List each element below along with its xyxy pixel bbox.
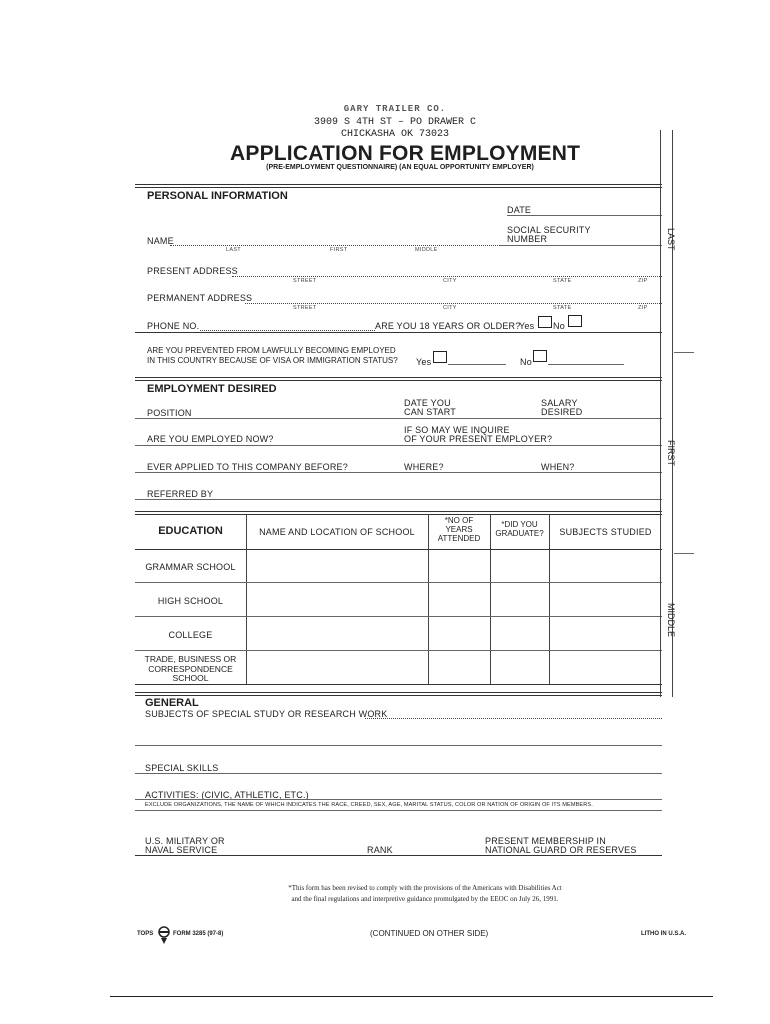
date-label: DATE <box>507 205 532 215</box>
ssn-field[interactable] <box>500 245 662 246</box>
date-start-label-line1: DATE YOU <box>404 398 451 408</box>
permanent-zip-caption: ZIP <box>638 305 648 311</box>
present-zip-caption: ZIP <box>638 278 648 284</box>
company-address-line1: 3909 S 4TH ST – PO DRAWER C <box>313 117 477 128</box>
activities-field[interactable] <box>135 799 662 800</box>
where-label: WHERE? <box>404 462 444 472</box>
special-skills-field[interactable] <box>135 773 662 774</box>
form-title: APPLICATION FOR EMPLOYMENT <box>230 142 581 165</box>
margin-last-label: LAST <box>666 228 676 251</box>
present-state-caption: STATE <box>553 278 572 284</box>
name-label: NAME <box>147 236 174 246</box>
salary-label-line2: DESIRED <box>541 407 583 417</box>
rank-label: RANK <box>367 845 393 855</box>
name-field[interactable] <box>170 245 500 246</box>
name-middle-caption: MIDDLE <box>415 247 438 253</box>
name-first-caption: FIRST <box>330 247 348 253</box>
company-name: GARY TRAILER CO. <box>343 104 447 114</box>
military-label-line2: NAVAL SERVICE <box>145 845 218 855</box>
education-row-trade: TRADE, BUSINESS OR CORRESPONDENCE SCHOOL <box>144 654 237 683</box>
salary-label-line1: SALARY <box>541 398 578 408</box>
education-row-college: COLLEGE <box>168 630 213 640</box>
applied-before-field[interactable] <box>135 472 662 473</box>
inquire-label-line1: IF SO MAY WE INQUIRE <box>404 425 510 435</box>
applied-before-label: EVER APPLIED TO THIS COMPANY BEFORE? <box>147 462 348 472</box>
form-number: FORM 3285 (97-8) <box>173 931 224 937</box>
name-last-caption: LAST <box>226 247 241 253</box>
employed-now-label: ARE YOU EMPLOYED NOW? <box>147 434 274 444</box>
education-header: EDUCATION <box>158 525 223 537</box>
military-label-line1: U.S. MILITARY OR <box>145 836 225 846</box>
guard-label-line1: PRESENT MEMBERSHIP IN <box>485 836 606 846</box>
permanent-state-caption: STATE <box>553 305 572 311</box>
permanent-city-caption: CITY <box>443 305 457 311</box>
position-field[interactable] <box>135 418 662 419</box>
phone-field[interactable] <box>200 330 375 331</box>
continued-note: (CONTINUED ON OTHER SIDE) <box>370 929 489 938</box>
ada-note-line2: and the final regulations and interpretive guidance promulgated by the EEOC on July 26, 1991. <box>291 895 559 903</box>
military-field[interactable] <box>135 855 662 856</box>
present-address-label: PRESENT ADDRESS <box>147 266 238 276</box>
when-label: WHEN? <box>541 462 575 472</box>
position-label: POSITION <box>147 408 192 418</box>
special-skills-label: SPECIAL SKILLS <box>145 763 219 773</box>
age-yes-label: Yes <box>519 321 535 331</box>
education-row-high-school: HIGH SCHOOL <box>157 596 224 606</box>
present-address-field[interactable] <box>232 276 662 277</box>
age-question: ARE YOU 18 YEARS OR OLDER? <box>375 321 521 331</box>
form-subtitle: (PRE-EMPLOYMENT QUESTIONNAIRE) (AN EQUAL OPPORTUNITY EMPLOYER) <box>266 164 534 171</box>
phone-label: PHONE NO. <box>147 321 200 331</box>
margin-middle-label: MIDDLE <box>666 603 676 638</box>
section-personal-information: PERSONAL INFORMATION <box>147 190 288 202</box>
education-col-subjects: SUBJECTS STUDIED <box>559 527 652 537</box>
visa-no-checkbox[interactable] <box>533 350 547 362</box>
employed-now-field[interactable] <box>135 445 662 446</box>
special-study-label: SUBJECTS OF SPECIAL STUDY OR RESEARCH WORK <box>145 709 388 719</box>
referred-by-field[interactable] <box>135 499 662 500</box>
education-col-school: NAME AND LOCATION OF SCHOOL <box>259 527 415 537</box>
date-field[interactable] <box>507 215 662 216</box>
education-col-years: *NO OF YEARS ATTENDED <box>437 516 481 543</box>
permanent-address-field[interactable] <box>245 303 662 304</box>
age-no-label: No <box>553 321 565 331</box>
age-no-checkbox[interactable] <box>568 315 582 327</box>
tops-brand: TOPS <box>137 931 154 937</box>
ada-note-line1: *This form has been revised to comply with the provisions of the Americans with Disabilities Act <box>288 884 562 892</box>
visa-question-line1: ARE YOU PREVENTED FROM LAWFULLY BECOMING EMPLOYED <box>147 346 396 355</box>
visa-no-label: No <box>520 357 532 367</box>
activities-label: ACTIVITIES: (CIVIC, ATHLETIC, ETC.) <box>145 790 309 800</box>
present-street-caption: STREET <box>293 278 317 284</box>
permanent-address-label: PERMANENT ADDRESS <box>147 293 253 303</box>
age-yes-checkbox[interactable] <box>538 316 552 328</box>
section-general: GENERAL <box>145 697 199 709</box>
section-employment-desired: EMPLOYMENT DESIRED <box>147 383 277 395</box>
company-address-line2: CHICKASHA OK 73023 <box>340 129 450 140</box>
guard-label-line2: NATIONAL GUARD OR RESERVES <box>485 845 637 855</box>
litho-note: LITHO IN U.S.A. <box>641 931 686 937</box>
visa-yes-checkbox[interactable] <box>433 351 447 363</box>
education-col-graduate: *DID YOU GRADUATE? <box>495 520 544 538</box>
ssn-label-line1: SOCIAL SECURITY <box>507 225 591 235</box>
tops-logo-icon <box>158 926 170 946</box>
special-study-field[interactable] <box>365 718 662 719</box>
ssn-label-line2: NUMBER <box>507 234 548 244</box>
referred-by-label: REFERRED BY <box>147 489 214 499</box>
date-start-label-line2: CAN START <box>404 407 456 417</box>
education-row-grammar: GRAMMAR SCHOOL <box>145 562 236 572</box>
visa-question-line2: IN THIS COUNTRY BECAUSE OF VISA OR IMMIGRATION STATUS? <box>147 356 398 365</box>
visa-yes-label: Yes <box>416 357 432 367</box>
permanent-street-caption: STREET <box>293 305 317 311</box>
inquire-label-line2: OF YOUR PRESENT EMPLOYER? <box>404 434 553 444</box>
exclude-note: EXCLUDE ORGANIZATIONS, THE NAME OF WHICH INDICATES THE RACE, CREED, SEX, AGE, MARITAL STATUS, COLOR OR NATION OF ORIGIN OF ITS MEMBERS. <box>145 802 593 808</box>
present-city-caption: CITY <box>443 278 457 284</box>
margin-first-label: FIRST <box>666 440 676 466</box>
